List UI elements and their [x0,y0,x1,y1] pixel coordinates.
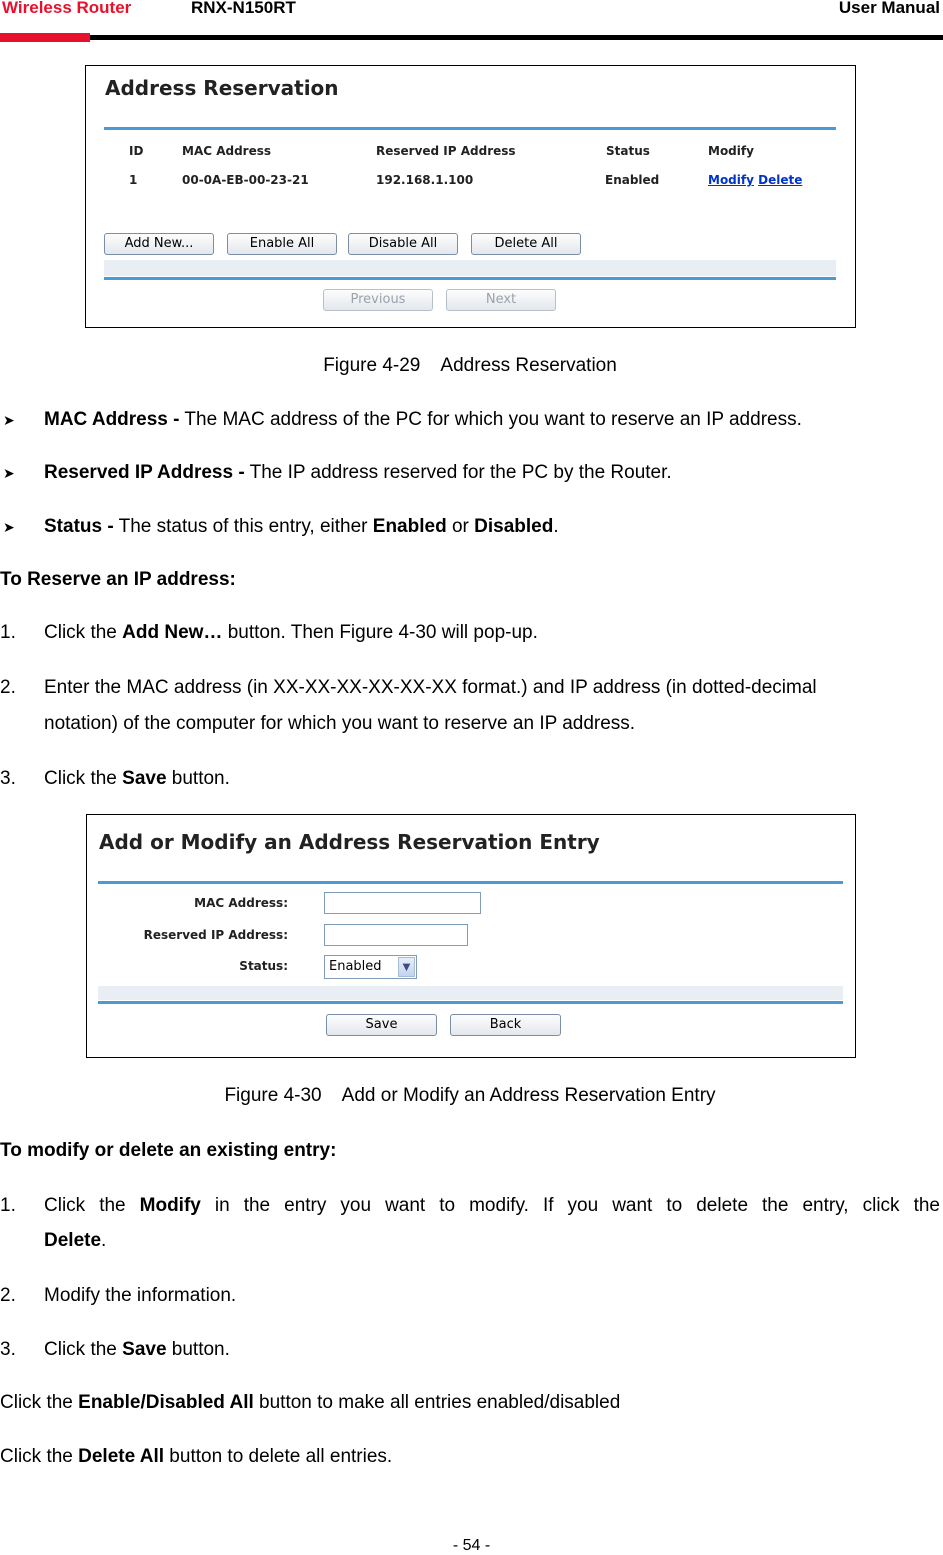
bullet-arrow-icon: ➤ [3,519,15,535]
header-brand: Wireless Router [2,0,132,17]
address-reservation-title: Address Reservation [105,76,339,100]
header-manual: User Manual [838,0,940,17]
status-label: Status: [239,959,288,973]
mac-address-input[interactable] [324,892,481,914]
bullet-mac-address: MAC Address - The MAC address of the PC for which you want to reserve an IP address. [44,409,802,430]
title-divider [104,127,836,130]
step-number: 3. [0,1339,16,1360]
modify-step-3: Click the Save button. [44,1339,230,1360]
mac-address-label: MAC Address: [194,896,288,910]
col-modify: Modify [708,144,754,158]
add-new-button[interactable]: Add New... [104,233,214,255]
modify-step-1-line2: Delete. [44,1230,107,1251]
bottom-divider [98,1001,843,1004]
bullet-arrow-icon: ➤ [3,412,15,428]
step-number: 1. [0,622,16,643]
row-status: Enabled [605,173,660,187]
bottom-divider [104,277,836,280]
modify-link[interactable]: Modify [708,173,754,187]
save-button[interactable]: Save [326,1014,437,1036]
row-actions [708,173,802,187]
disable-all-button[interactable]: Disable All [348,233,458,255]
header-black-rule [90,35,943,40]
status-select[interactable] [324,955,417,979]
col-status: Status [606,144,650,158]
figure-add-modify-entry [86,814,856,1058]
page-header [0,0,943,44]
button-band [104,260,836,276]
col-mac-address: MAC Address [182,144,272,158]
reserve-step-2-line2: notation) of the computer for which you want to reserve an IP address. [44,713,636,734]
reserve-heading: To Reserve an IP address: [0,569,236,590]
step-number: 1. [0,1195,16,1216]
row-mac: 00-0A-EB-00-23-21 [182,173,309,187]
title-divider [98,881,843,884]
header-red-rule [0,33,90,42]
back-button[interactable]: Back [450,1014,561,1036]
delete-all-button[interactable]: Delete All [471,233,581,255]
step-number: 2. [0,677,16,698]
bullet-arrow-icon: ➤ [3,465,15,481]
col-id: ID [129,144,144,158]
figure-4-30-caption: Figure 4-30 Add or Modify an Address Reservation Entry [224,1085,716,1106]
row-id: 1 [129,173,138,187]
note-enable-disable-all: Click the Enable/Disabled All button to make all entries enabled/disabled [0,1392,621,1413]
row-ip: 192.168.1.100 [376,173,474,187]
bullet-status: Status - The status of this entry, either Enabled or Disabled. [44,516,559,537]
button-band [98,986,843,1000]
step-number: 3. [0,768,16,789]
modify-step-1-line1: Click the Modify in the entry you want to modify. If you want to delete the entry, click the [44,1195,940,1216]
figure-4-29-caption: Figure 4-29 Address Reservation [323,355,617,376]
chevron-down-icon[interactable]: ▼ [398,957,415,977]
step-number: 2. [0,1285,16,1306]
previous-button[interactable]: Previous [323,289,433,311]
reserved-ip-label: Reserved IP Address: [143,928,288,942]
modify-step-2: Modify the information. [44,1285,237,1306]
figure-address-reservation [85,65,856,328]
modify-heading: To modify or delete an existing entry: [0,1140,337,1161]
col-reserved-ip: Reserved IP Address [376,144,516,158]
reserve-step-3: Click the Save button. [44,768,230,789]
bullet-reserved-ip: Reserved IP Address - The IP address reserved for the PC by the Router. [44,462,672,483]
status-selected-value: Enabled [329,959,382,974]
add-modify-title: Add or Modify an Address Reservation Entry [99,830,600,854]
reserved-ip-input[interactable] [324,924,468,946]
page-number: - 54 - [452,1537,491,1554]
header-model: RNX-N150RT [191,0,296,17]
delete-link[interactable]: Delete [758,173,803,187]
next-button[interactable]: Next [446,289,556,311]
enable-all-button[interactable]: Enable All [227,233,337,255]
note-delete-all: Click the Delete All button to delete all entries. [0,1446,393,1467]
reserve-step-1: Click the Add New… button. Then Figure 4-30 will pop-up. [44,622,538,643]
reserve-step-2-line1: Enter the MAC address (in XX-XX-XX-XX-XX-XX format.) and IP address (in dotted-decimal [44,677,817,698]
